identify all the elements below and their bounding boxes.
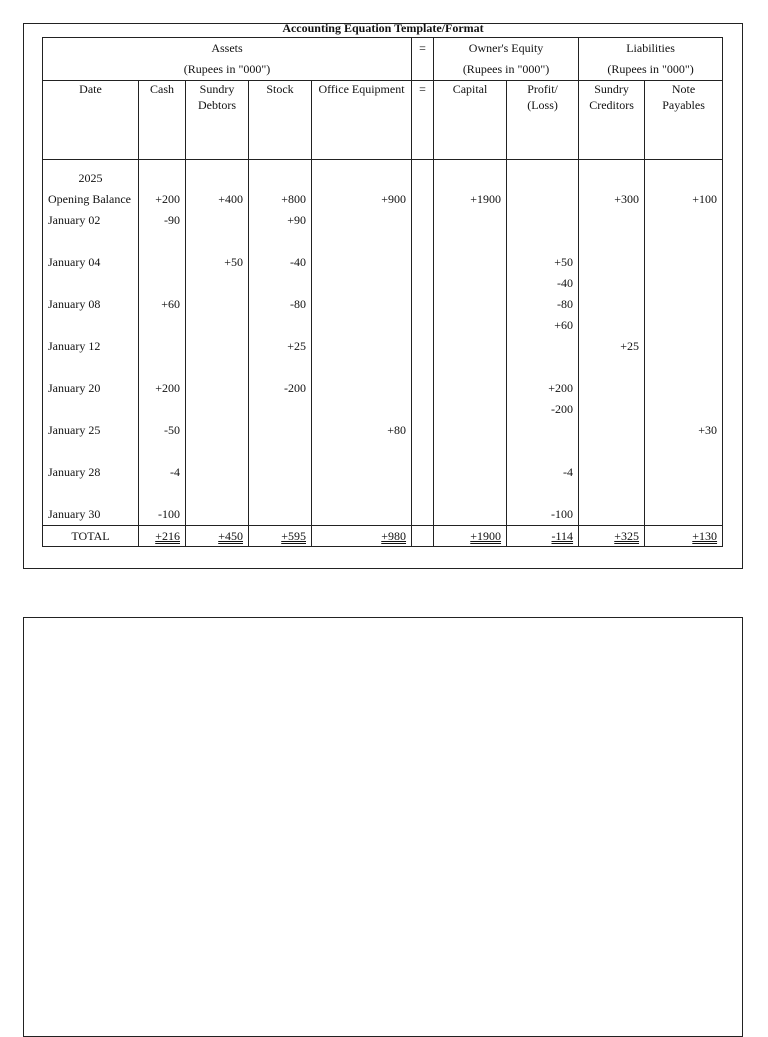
amount-cell [645, 168, 723, 189]
total-amount-cell: +325 [579, 526, 645, 547]
amount-cell [312, 315, 412, 336]
amount-cell [412, 399, 434, 420]
total-amount-cell: +980 [312, 526, 412, 547]
column-header: Stock [249, 81, 312, 160]
amount-cell [507, 336, 579, 357]
amount-cell [434, 315, 507, 336]
amount-cell: +200 [139, 378, 186, 399]
amount-cell [579, 210, 645, 231]
amount-cell [249, 441, 312, 462]
amount-cell [186, 357, 249, 378]
amount-cell [139, 357, 186, 378]
amount-cell [249, 168, 312, 189]
amount-cell [579, 420, 645, 441]
second-page [23, 617, 743, 1037]
amount-cell [579, 399, 645, 420]
amount-cell: +30 [645, 420, 723, 441]
amount-cell: +25 [579, 336, 645, 357]
table-row [43, 336, 723, 357]
date-cell: January 12 [43, 336, 139, 357]
accounting-equation-table [42, 37, 723, 547]
amount-cell [186, 336, 249, 357]
amount-cell: +200 [139, 189, 186, 210]
amount-cell: -90 [139, 210, 186, 231]
amount-cell [507, 168, 579, 189]
amount-cell [434, 294, 507, 315]
amount-cell [412, 483, 434, 504]
date-cell [43, 315, 139, 336]
amount-cell [579, 315, 645, 336]
amount-cell [579, 441, 645, 462]
amount-cell [412, 189, 434, 210]
equity-unit: (Rupees in "000") [462, 62, 550, 76]
amount-cell [312, 252, 412, 273]
assets-unit: (Rupees in "000") [183, 62, 271, 76]
amount-cell [412, 168, 434, 189]
amount-cell [139, 441, 186, 462]
column-header: Sundry Creditors [579, 81, 645, 160]
amount-cell: +80 [312, 420, 412, 441]
amount-cell [645, 399, 723, 420]
amount-cell [434, 399, 507, 420]
amount-cell [249, 315, 312, 336]
equals-group-header: = [412, 38, 434, 81]
amount-cell [579, 168, 645, 189]
table-row [43, 483, 723, 504]
amount-cell [507, 357, 579, 378]
equity-label: Owner's Equity [468, 41, 544, 55]
amount-cell [645, 357, 723, 378]
document-page [23, 23, 743, 569]
date-cell: 2025 [43, 168, 139, 189]
amount-cell: +50 [507, 252, 579, 273]
amount-cell [249, 231, 312, 252]
amount-cell: +800 [249, 189, 312, 210]
amount-cell: -40 [507, 273, 579, 294]
amount-cell [579, 483, 645, 504]
amount-cell [645, 210, 723, 231]
amount-cell [645, 441, 723, 462]
amount-cell [249, 483, 312, 504]
table-row [43, 420, 723, 441]
amount-cell [645, 336, 723, 357]
amount-cell: -50 [139, 420, 186, 441]
amount-cell [139, 315, 186, 336]
amount-cell [312, 336, 412, 357]
amount-cell: +200 [507, 378, 579, 399]
amount-cell [645, 273, 723, 294]
amount-cell [645, 315, 723, 336]
date-cell: January 08 [43, 294, 139, 315]
amount-cell [186, 294, 249, 315]
total-amount-cell [412, 526, 434, 547]
amount-cell: -80 [249, 294, 312, 315]
amount-cell [507, 231, 579, 252]
amount-cell [186, 441, 249, 462]
total-amount-cell: +595 [249, 526, 312, 547]
amount-cell [412, 462, 434, 483]
amount-cell [186, 273, 249, 294]
table-row [43, 252, 723, 273]
amount-cell [312, 378, 412, 399]
amount-cell [186, 378, 249, 399]
date-cell: January 20 [43, 378, 139, 399]
amount-cell [312, 231, 412, 252]
amount-cell: -200 [249, 378, 312, 399]
column-header: Office Equipment [312, 81, 412, 160]
amount-cell [645, 378, 723, 399]
amount-cell [507, 210, 579, 231]
amount-cell: -4 [507, 462, 579, 483]
amount-cell [434, 504, 507, 526]
liabilities-group-header [579, 38, 723, 81]
amount-cell [434, 483, 507, 504]
amount-cell [412, 210, 434, 231]
amount-cell [645, 504, 723, 526]
total-amount-cell: +1900 [434, 526, 507, 547]
amount-cell: +100 [645, 189, 723, 210]
date-cell [43, 231, 139, 252]
date-cell: January 25 [43, 420, 139, 441]
amount-cell [434, 273, 507, 294]
amount-cell [249, 462, 312, 483]
amount-cell [412, 378, 434, 399]
table-row [43, 273, 723, 294]
amount-cell [139, 168, 186, 189]
amount-cell [312, 357, 412, 378]
total-amount-cell: +450 [186, 526, 249, 547]
table-row [43, 210, 723, 231]
amount-cell: +400 [186, 189, 249, 210]
table-row [43, 399, 723, 420]
amount-cell [139, 231, 186, 252]
amount-cell [139, 252, 186, 273]
amount-cell [645, 462, 723, 483]
column-header: Cash [139, 81, 186, 160]
spacer-row [43, 160, 723, 169]
amount-cell [434, 357, 507, 378]
column-header: Sundry Debtors [186, 81, 249, 160]
date-cell: Opening Balance [43, 189, 139, 210]
amount-cell: +900 [312, 189, 412, 210]
amount-cell [434, 168, 507, 189]
amount-cell [312, 483, 412, 504]
amount-cell [249, 357, 312, 378]
equity-group-header [434, 38, 579, 81]
column-header: Profit/ (Loss) [507, 81, 579, 160]
amount-cell [186, 462, 249, 483]
amount-cell [434, 231, 507, 252]
assets-group-header [43, 38, 412, 81]
amount-cell: +50 [186, 252, 249, 273]
amount-cell [186, 231, 249, 252]
amount-cell [312, 399, 412, 420]
amount-cell [412, 315, 434, 336]
amount-cell [434, 462, 507, 483]
amount-cell [412, 294, 434, 315]
amount-cell [186, 399, 249, 420]
amount-cell [186, 315, 249, 336]
amount-cell [579, 504, 645, 526]
amount-cell [249, 399, 312, 420]
amount-cell [434, 252, 507, 273]
amount-cell: +60 [139, 294, 186, 315]
table-row [43, 462, 723, 483]
amount-cell [507, 441, 579, 462]
table-row [43, 357, 723, 378]
column-header: Note Payables [645, 81, 723, 160]
amount-cell [645, 231, 723, 252]
table-row [43, 378, 723, 399]
total-amount-cell: +216 [139, 526, 186, 547]
amount-cell [186, 420, 249, 441]
amount-cell: -100 [507, 504, 579, 526]
amount-cell [186, 168, 249, 189]
amount-cell [412, 441, 434, 462]
amount-cell [412, 231, 434, 252]
total-label: TOTAL [43, 526, 139, 547]
amount-cell [139, 273, 186, 294]
column-header: = [412, 81, 434, 160]
amount-cell [579, 357, 645, 378]
assets-label: Assets [211, 41, 243, 55]
amount-cell [139, 336, 186, 357]
amount-cell: -80 [507, 294, 579, 315]
date-cell [43, 483, 139, 504]
column-header: Capital [434, 81, 507, 160]
total-amount-cell: -114 [507, 526, 579, 547]
date-cell: January 28 [43, 462, 139, 483]
amount-cell [312, 168, 412, 189]
date-cell [43, 273, 139, 294]
total-row [43, 526, 723, 547]
amount-cell: +25 [249, 336, 312, 357]
table-row [43, 315, 723, 336]
amount-cell: +300 [579, 189, 645, 210]
amount-cell [139, 483, 186, 504]
date-cell: January 30 [43, 504, 139, 526]
amount-cell [579, 378, 645, 399]
amount-cell [249, 504, 312, 526]
amount-cell: +90 [249, 210, 312, 231]
amount-cell [507, 420, 579, 441]
amount-cell [412, 504, 434, 526]
column-header-row [43, 81, 723, 160]
date-cell [43, 441, 139, 462]
amount-cell [434, 378, 507, 399]
amount-cell [312, 462, 412, 483]
total-amount-cell: +130 [645, 526, 723, 547]
amount-cell [434, 336, 507, 357]
amount-cell [579, 294, 645, 315]
amount-cell [579, 273, 645, 294]
amount-cell [507, 189, 579, 210]
amount-cell [434, 210, 507, 231]
table-row [43, 294, 723, 315]
document-title: Accounting Equation Template/Format [282, 21, 484, 35]
date-cell [43, 399, 139, 420]
amount-cell [312, 504, 412, 526]
column-header: Date [43, 81, 139, 160]
date-cell: January 04 [43, 252, 139, 273]
amount-cell [312, 210, 412, 231]
amount-cell [579, 231, 645, 252]
amount-cell [434, 420, 507, 441]
group-header-row [43, 38, 723, 81]
amount-cell [645, 483, 723, 504]
table-row [43, 168, 723, 189]
amount-cell [412, 273, 434, 294]
amount-cell: -200 [507, 399, 579, 420]
amount-cell [312, 273, 412, 294]
liabilities-unit: (Rupees in "000") [607, 62, 694, 76]
amount-cell [186, 483, 249, 504]
table-row [43, 441, 723, 462]
date-cell: January 02 [43, 210, 139, 231]
amount-cell [507, 483, 579, 504]
amount-cell [579, 252, 645, 273]
amount-cell [249, 420, 312, 441]
amount-cell [312, 441, 412, 462]
table-row [43, 231, 723, 252]
amount-cell: +1900 [434, 189, 507, 210]
amount-cell [579, 462, 645, 483]
table-row [43, 504, 723, 526]
amount-cell [412, 357, 434, 378]
amount-cell [434, 441, 507, 462]
amount-cell [645, 294, 723, 315]
amount-cell [249, 273, 312, 294]
amount-cell [645, 252, 723, 273]
table-row [43, 189, 723, 210]
amount-cell: +60 [507, 315, 579, 336]
amount-cell: -4 [139, 462, 186, 483]
amount-cell: -40 [249, 252, 312, 273]
liabilities-label: Liabilities [626, 41, 675, 55]
amount-cell [186, 504, 249, 526]
amount-cell: -100 [139, 504, 186, 526]
amount-cell [412, 420, 434, 441]
amount-cell [186, 210, 249, 231]
amount-cell [312, 294, 412, 315]
amount-cell [412, 336, 434, 357]
amount-cell [412, 252, 434, 273]
amount-cell [139, 399, 186, 420]
date-cell [43, 357, 139, 378]
